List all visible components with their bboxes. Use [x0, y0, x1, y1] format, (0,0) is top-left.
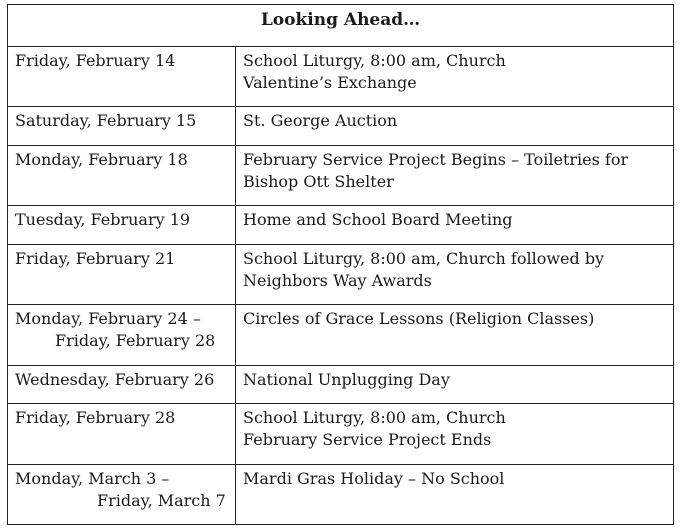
event-cell: [236, 465, 674, 525]
table-title: Looking Ahead…: [8, 5, 674, 47]
date-line: Saturday, February 15: [15, 111, 197, 130]
event-cell: [236, 366, 674, 404]
date-line: Friday, February 21: [15, 249, 176, 268]
event-line: National Unplugging Day: [243, 370, 450, 389]
date-cell: [8, 245, 236, 305]
table-row: [8, 245, 674, 305]
date-line: Tuesday, February 19: [15, 210, 191, 229]
date-line: Wednesday, February 26: [15, 370, 215, 389]
date-line: Friday, February 14: [15, 51, 176, 70]
table-row: [8, 366, 674, 404]
date-cell: [8, 107, 236, 146]
date-cell: [8, 206, 236, 245]
event-line: Valentine’s Exchange: [243, 73, 417, 92]
event-cell: [236, 305, 674, 366]
event-line: Neighbors Way Awards: [243, 271, 432, 290]
schedule-table: [7, 4, 674, 525]
event-cell: [236, 146, 674, 206]
event-line: Home and School Board Meeting: [243, 210, 513, 229]
date-line: Friday, February 28: [55, 331, 216, 350]
event-cell: [236, 404, 674, 465]
date-line: Monday, February 18: [15, 150, 188, 169]
date-cell: [8, 404, 236, 465]
date-line: Monday, February 24 –: [15, 309, 201, 328]
event-cell: [236, 206, 674, 245]
event-line: School Liturgy, 8:00 am, Church: [243, 51, 506, 70]
table-row: [8, 206, 674, 245]
event-cell: [236, 245, 674, 305]
date-cell: [8, 305, 236, 366]
date-line: Monday, March 3 –: [15, 469, 170, 488]
date-cell: [8, 366, 236, 404]
event-cell: [236, 107, 674, 146]
event-line: Mardi Gras Holiday – No School: [243, 469, 505, 488]
date-cell: [8, 47, 236, 107]
table-row: [8, 107, 674, 146]
date-cell: [8, 146, 236, 206]
table-row: [8, 47, 674, 107]
header-row: [8, 5, 674, 47]
event-line: School Liturgy, 8:00 am, Church followed by: [243, 249, 605, 268]
table-row: [8, 305, 674, 366]
date-line: Friday, March 7: [97, 491, 226, 510]
event-line: St. George Auction: [243, 111, 398, 130]
event-line: February Service Project Ends: [243, 430, 492, 449]
table-row: [8, 465, 674, 525]
table-row: [8, 404, 674, 465]
table-row: [8, 146, 674, 206]
date-cell: [8, 465, 236, 525]
date-line: Friday, February 28: [15, 408, 176, 427]
event-cell: [236, 47, 674, 107]
event-line: Circles of Grace Lessons (Religion Classes): [243, 309, 595, 328]
schedule-container: [7, 4, 674, 525]
event-line: School Liturgy, 8:00 am, Church: [243, 408, 506, 427]
event-line: February Service Project Begins – Toiletries for: [243, 150, 629, 169]
event-line: Bishop Ott Shelter: [243, 172, 394, 191]
